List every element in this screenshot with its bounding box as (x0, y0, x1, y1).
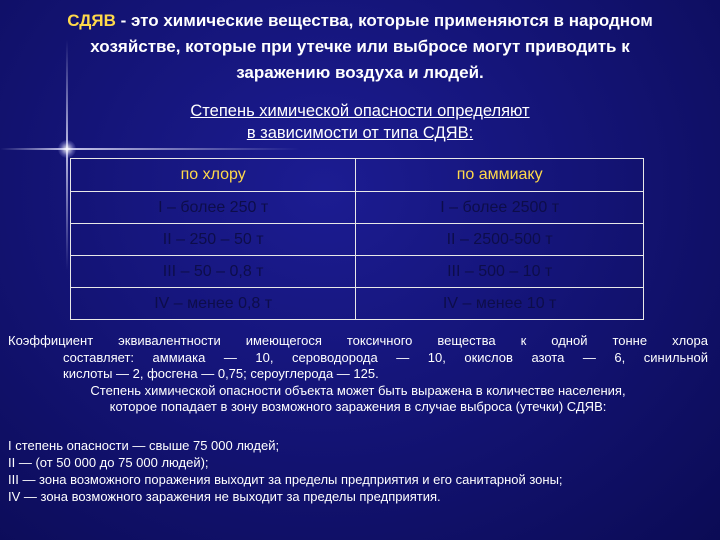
table-row (71, 224, 644, 256)
section-heading-line-2: в зависимости от типа СДЯВ: (246, 124, 474, 142)
list-item: I степень опасности — свыше 75 000 людей; (8, 438, 280, 453)
list-item: IV — зона возможного заражения не выходит за пределы предприятия. (8, 489, 441, 504)
hazard-degree-list (8, 437, 713, 505)
table-row (71, 288, 644, 320)
coef-line-4: Степень химической опасности объекта может быть выражена в количестве населения, (90, 382, 626, 398)
coef-line-1: Коэффициент эквивалентности имеющегося токсичного вещества к одной тонне хлора (8, 333, 708, 348)
acronym-sdyav: СДЯВ (67, 11, 116, 30)
table-cell: II – 250 – 50 т (71, 224, 356, 256)
intro-line-1-rest: - это химические вещества, которые применяются в народном (115, 11, 653, 30)
equivalence-coefficient-text (8, 333, 708, 416)
table-row (71, 256, 644, 288)
intro-paragraph (10, 8, 710, 86)
coef-line-2: составляет: аммиака — 10, сероводорода — 10, окислов азота — 6, синильной (63, 349, 708, 365)
table-cell: II – 2500-500 т (356, 224, 644, 256)
hazard-grade-table (70, 158, 644, 320)
table-cell: I – более 2500 т (356, 192, 644, 224)
header-chlorine: по хлору (71, 159, 356, 192)
table-cell: III – 500 – 10 т (356, 256, 644, 288)
table-cell: IV – менее 10 т (356, 288, 644, 320)
section-heading (0, 100, 720, 144)
intro-line-1 (10, 8, 710, 34)
intro-line-3: заражению воздуха и людей. (236, 63, 484, 82)
table-row (71, 192, 644, 224)
intro-line-2: хозяйстве, которые при утечке или выбросе могут приводить к (90, 37, 630, 56)
list-item: II — (от 50 000 до 75 000 людей); (8, 455, 209, 470)
table-cell: IV – менее 0,8 т (71, 288, 356, 320)
light-flare-horizontal (0, 148, 300, 150)
table-header-row (71, 159, 644, 192)
table-cell: III – 50 – 0,8 т (71, 256, 356, 288)
section-heading-line-1: Степень химической опасности определяют (190, 102, 530, 120)
coef-line-5: которое попадает в зону возможного заражения в случае выброса (утечки) СДЯВ: (109, 399, 607, 414)
table-cell: I – более 250 т (71, 192, 356, 224)
header-ammonia: по аммиаку (356, 159, 644, 192)
list-item: III — зона возможного поражения выходит за пределы предприятия и его санитарной зоны; (8, 472, 563, 487)
coef-line-3: кислоты — 2, фосгена — 0,75; сероуглерода — 125. (63, 366, 379, 381)
